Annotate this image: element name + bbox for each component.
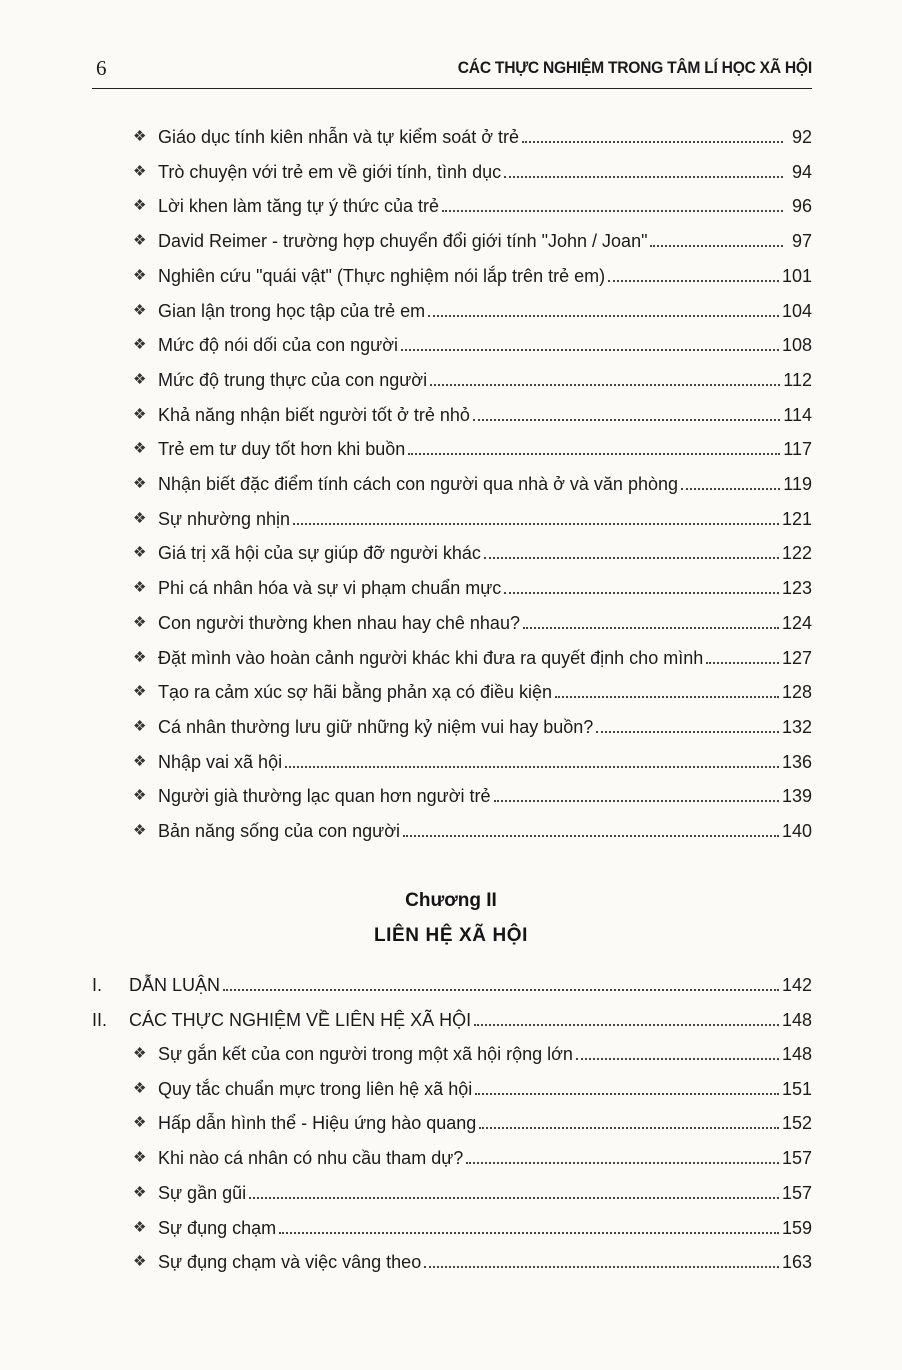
toc-entry-title: Nghiên cứu "quái vật" (Thực nghiệm nói lắp trên trẻ em) xyxy=(158,266,606,286)
four-diamond-bullet-icon: ❖ xyxy=(133,822,147,839)
toc-section[interactable] xyxy=(92,1003,812,1031)
toc-page-number: 157 xyxy=(781,1183,812,1203)
toc-page-number: 114 xyxy=(783,405,812,425)
toc-page-number: 148 xyxy=(781,1044,812,1064)
toc-entry-title: Sự đụng chạm và việc vâng theo xyxy=(158,1252,422,1272)
toc-entry[interactable] xyxy=(133,120,812,148)
toc-page-number: 151 xyxy=(781,1079,812,1099)
dot-leader xyxy=(293,521,779,525)
toc-entry-title: Hấp dẫn hình thể - Hiệu ứng hào quang xyxy=(158,1113,477,1133)
toc-page-number: 122 xyxy=(781,543,812,563)
toc-entry-title: Lời khen làm tăng tự ý thức của trẻ xyxy=(158,196,440,216)
dot-leader xyxy=(279,1230,779,1234)
toc-entry-title: Nhập vai xã hội xyxy=(158,752,283,772)
four-diamond-bullet-icon: ❖ xyxy=(133,614,147,631)
toc-page-number: 94 xyxy=(791,162,812,182)
toc-page-number: 157 xyxy=(781,1148,812,1168)
toc-entry[interactable] xyxy=(133,1211,812,1239)
toc-entry[interactable] xyxy=(133,328,812,356)
toc-entry-title: Giá trị xã hội của sự giúp đỡ người khác xyxy=(158,543,481,563)
four-diamond-bullet-icon: ❖ xyxy=(133,1045,147,1062)
toc-entry-title: Cá nhân thường lưu giữ những kỷ niệm vui hay buồn? xyxy=(158,717,594,737)
toc-entry[interactable] xyxy=(133,1176,812,1204)
dot-leader xyxy=(650,243,783,247)
toc-entry-title: Đặt mình vào hoàn cảnh người khác khi đưa ra quyết định cho mình xyxy=(158,648,704,668)
toc-entry[interactable] xyxy=(133,1037,812,1065)
toc-entry-title: Khi nào cá nhân có nhu cầu tham dự? xyxy=(158,1148,464,1168)
toc-entry[interactable] xyxy=(133,641,812,669)
toc-entry[interactable] xyxy=(133,745,812,773)
toc-page-number: 104 xyxy=(781,301,812,321)
toc-entry[interactable] xyxy=(133,536,812,564)
four-diamond-bullet-icon: ❖ xyxy=(133,1184,147,1201)
dot-leader xyxy=(576,1056,779,1060)
dot-leader xyxy=(473,417,780,421)
dot-leader xyxy=(504,590,779,594)
dot-leader xyxy=(484,555,779,559)
toc-entry-title: Trò chuyện với trẻ em về giới tính, tình dục xyxy=(158,162,502,182)
toc-entry-title: Sự gần gũi xyxy=(158,1183,247,1203)
toc-entry[interactable] xyxy=(133,259,812,287)
toc-entry[interactable] xyxy=(133,710,812,738)
dot-leader xyxy=(555,694,779,698)
dot-leader xyxy=(494,798,779,802)
toc-entry-title: Người già thường lạc quan hơn người trẻ xyxy=(158,786,491,806)
dot-leader xyxy=(442,208,783,212)
toc-entry-title: Mức độ nói dối của con người xyxy=(158,335,399,355)
toc-entry-title: Sự đụng chạm xyxy=(158,1218,277,1238)
four-diamond-bullet-icon: ❖ xyxy=(133,163,147,180)
four-diamond-bullet-icon: ❖ xyxy=(133,440,147,457)
toc-page-number: 124 xyxy=(781,613,812,633)
chapter-label: Chương II xyxy=(405,890,497,911)
four-diamond-bullet-icon: ❖ xyxy=(133,787,147,804)
toc-entry[interactable] xyxy=(133,294,812,322)
toc-entry[interactable] xyxy=(133,1106,812,1134)
dot-leader xyxy=(424,1264,779,1268)
toc-entry[interactable] xyxy=(133,224,812,252)
toc-page-number: 148 xyxy=(781,1010,812,1030)
four-diamond-bullet-icon: ❖ xyxy=(133,1219,147,1236)
toc-page-number: 140 xyxy=(781,821,812,841)
dot-leader xyxy=(522,139,783,143)
dot-leader xyxy=(474,1022,779,1026)
four-diamond-bullet-icon: ❖ xyxy=(133,718,147,735)
toc-entry[interactable] xyxy=(133,1245,812,1273)
toc-entry[interactable] xyxy=(133,502,812,530)
dot-leader xyxy=(285,764,779,768)
toc-entry[interactable] xyxy=(133,1072,812,1100)
toc-entry[interactable] xyxy=(133,571,812,599)
toc-entry-title: CÁC THỰC NGHIỆM VỀ LIÊN HỆ XÃ HỘI xyxy=(129,1010,472,1030)
section-numeral: II. xyxy=(92,1010,108,1030)
dot-leader xyxy=(475,1091,779,1095)
toc-page-number: 112 xyxy=(783,370,812,390)
four-diamond-bullet-icon: ❖ xyxy=(133,302,147,319)
four-diamond-bullet-icon: ❖ xyxy=(133,371,147,388)
toc-entry[interactable] xyxy=(133,432,812,460)
dot-leader xyxy=(523,625,779,629)
toc-page-number: 136 xyxy=(781,752,812,772)
toc-entry-title: Mức độ trung thực của con người xyxy=(158,370,428,390)
dot-leader xyxy=(401,347,779,351)
section-numeral: I. xyxy=(92,975,103,995)
dot-leader xyxy=(608,278,779,282)
toc-entry[interactable] xyxy=(133,467,812,495)
four-diamond-bullet-icon: ❖ xyxy=(133,267,147,284)
toc-entry[interactable] xyxy=(133,363,812,391)
four-diamond-bullet-icon: ❖ xyxy=(133,475,147,492)
toc-entry-title: Sự nhường nhịn xyxy=(158,509,290,529)
toc-entry-title: Khả năng nhận biết người tốt ở trẻ nhỏ xyxy=(158,405,470,425)
dot-leader xyxy=(249,1195,779,1199)
toc-page-number: 142 xyxy=(781,975,812,995)
toc-page-number: 123 xyxy=(781,578,812,598)
toc-entry-title: Gian lận trong học tập của trẻ em xyxy=(158,301,426,321)
four-diamond-bullet-icon: ❖ xyxy=(133,197,147,214)
four-diamond-bullet-icon: ❖ xyxy=(133,510,147,527)
dot-leader xyxy=(596,729,779,733)
dot-leader xyxy=(504,174,783,178)
toc-entry-title: Tạo ra cảm xúc sợ hãi bằng phản xạ có điều kiện xyxy=(158,682,553,702)
toc-page-number: 127 xyxy=(781,648,812,668)
toc-entry[interactable] xyxy=(133,675,812,703)
toc-page-number: 92 xyxy=(791,127,812,147)
toc-entry[interactable] xyxy=(133,189,812,217)
dot-leader xyxy=(408,451,780,455)
toc-page-number: 139 xyxy=(781,786,812,806)
four-diamond-bullet-icon: ❖ xyxy=(133,1114,147,1131)
toc-page-number: 128 xyxy=(781,682,812,702)
toc-page-number: 97 xyxy=(791,231,812,251)
toc-page-number: 152 xyxy=(781,1113,812,1133)
four-diamond-bullet-icon: ❖ xyxy=(133,544,147,561)
running-title: CÁC THỰC NGHIỆM TRONG TÂM LÍ HỌC XÃ HỘI xyxy=(457,58,812,77)
four-diamond-bullet-icon: ❖ xyxy=(133,753,147,770)
toc-entry[interactable] xyxy=(133,155,812,183)
toc-entry[interactable] xyxy=(133,398,812,426)
toc-page-number: 121 xyxy=(781,509,812,529)
four-diamond-bullet-icon: ❖ xyxy=(133,649,147,666)
dot-leader xyxy=(430,382,780,386)
chapter-title: LIÊN HỆ XÃ HỘI xyxy=(373,925,529,946)
toc-page-number: 159 xyxy=(781,1218,812,1238)
toc-entry-title: Sự gắn kết của con người trong một xã hội rộng lớn xyxy=(158,1044,573,1064)
toc-entry-title: Nhận biết đặc điểm tính cách con người qua nhà ở và văn phòng xyxy=(158,474,678,494)
four-diamond-bullet-icon: ❖ xyxy=(133,1253,147,1270)
toc-entry-title: Bản năng sống của con người xyxy=(158,821,401,841)
four-diamond-bullet-icon: ❖ xyxy=(133,406,147,423)
dot-leader xyxy=(681,486,780,490)
four-diamond-bullet-icon: ❖ xyxy=(133,1149,147,1166)
four-diamond-bullet-icon: ❖ xyxy=(133,683,147,700)
four-diamond-bullet-icon: ❖ xyxy=(133,336,147,353)
four-diamond-bullet-icon: ❖ xyxy=(133,1080,147,1097)
dot-leader xyxy=(223,987,779,991)
dot-leader xyxy=(466,1160,779,1164)
toc-page-number: 163 xyxy=(781,1252,812,1272)
dot-leader xyxy=(428,313,779,317)
toc-page-number: 117 xyxy=(783,439,812,459)
toc-page-number: 101 xyxy=(781,266,812,286)
page-header xyxy=(92,52,812,89)
four-diamond-bullet-icon: ❖ xyxy=(133,232,147,249)
four-diamond-bullet-icon: ❖ xyxy=(133,128,147,145)
toc-entry-title: Phi cá nhân hóa và sự vi phạm chuẩn mực xyxy=(158,578,502,598)
toc-page-number: 119 xyxy=(783,474,812,494)
toc-page-number: 132 xyxy=(781,717,812,737)
toc-entry-title: Giáo dục tính kiên nhẫn và tự kiểm soát ở trẻ xyxy=(158,127,520,147)
toc-entry[interactable] xyxy=(133,779,812,807)
toc-entry-title: David Reimer - trường hợp chuyển đổi giới tính "John / Joan" xyxy=(158,231,648,251)
toc-entry[interactable] xyxy=(133,606,812,634)
toc-entry-title: Con người thường khen nhau hay chê nhau? xyxy=(158,613,520,633)
four-diamond-bullet-icon: ❖ xyxy=(133,579,147,596)
toc-entry-title: DẪN LUẬN xyxy=(129,975,221,995)
toc-page-number: 96 xyxy=(791,196,812,216)
toc-entry-title: Trẻ em tư duy tốt hơn khi buồn xyxy=(158,439,406,459)
toc-entry-title: Quy tắc chuẩn mực trong liên hệ xã hội xyxy=(158,1079,473,1099)
dot-leader xyxy=(706,660,779,664)
toc-page-number: 108 xyxy=(781,335,812,355)
toc-section[interactable] xyxy=(92,968,812,996)
dot-leader xyxy=(479,1125,779,1129)
toc-entry[interactable] xyxy=(133,1141,812,1169)
toc-entry[interactable] xyxy=(133,814,812,842)
dot-leader xyxy=(403,833,779,837)
page-number: 6 xyxy=(96,56,107,80)
